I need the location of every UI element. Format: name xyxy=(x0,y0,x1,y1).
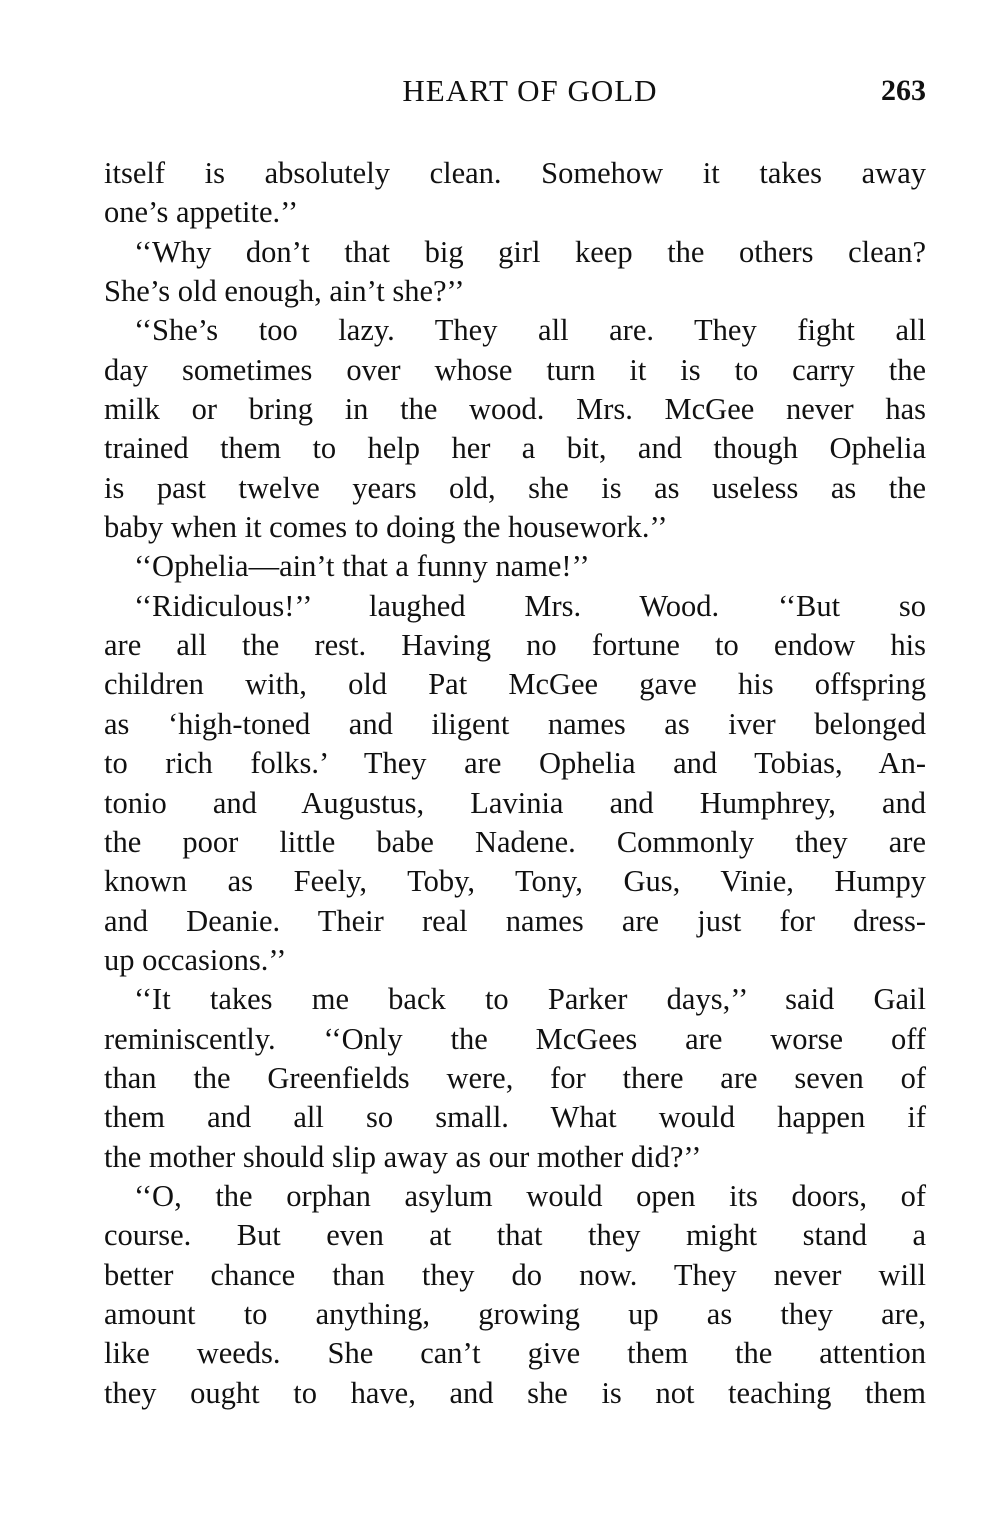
text-line: are all the rest. Having no fortune to endow his xyxy=(104,628,926,663)
text-line: tonio and Augustus, Lavinia and Humphrey, and xyxy=(104,785,926,820)
text-line: them and all so small. What would happen if xyxy=(104,1100,926,1135)
text-line: milk or bring in the wood. Mrs. McGee never has xyxy=(104,392,926,427)
text-line: up occasions.’’ xyxy=(104,942,287,977)
text-line: they ought to have, and she is not teaching them xyxy=(104,1375,926,1410)
text-line: She’s old enough, ain’t she?’’ xyxy=(104,274,465,309)
text-line: ‘‘O, the orphan asylum would open its doors, of xyxy=(134,1178,926,1213)
text-line: trained them to help her a bit, and though Ophelia xyxy=(104,431,926,466)
running-head xyxy=(104,66,926,116)
text-line: ‘‘She’s too lazy. They all are. They fight all xyxy=(134,313,926,348)
text-line: and Deanie. Their real names are just for dress- xyxy=(104,903,926,938)
text-line: as ‘high-toned and iligent names as iver belonged xyxy=(104,706,926,741)
text-line: is past twelve years old, she is as useless as the xyxy=(104,470,926,505)
text-line: better chance than they do now. They never will xyxy=(104,1257,926,1292)
text-line: to rich folks.’ They are Ophelia and Tobias, An- xyxy=(104,746,926,781)
text-line: like weeds. She can’t give them the attention xyxy=(104,1336,926,1371)
text-line: reminiscently. ‘‘Only the McGees are worse off xyxy=(104,1021,926,1056)
text-line: the poor little babe Nadene. Commonly they are xyxy=(104,824,926,859)
text-line: ‘‘It takes me back to Parker days,’’ said Gail xyxy=(134,982,926,1017)
text-line: ‘‘Ridiculous!’’ laughed Mrs. Wood. ‘‘But so xyxy=(134,588,926,623)
text-line: course. But even at that they might stand a xyxy=(104,1218,926,1253)
text-line: children with, old Pat McGee gave his offspring xyxy=(104,667,926,702)
text-line: ‘‘Ophelia—ain’t that a funny name!’’ xyxy=(134,549,590,584)
text-line: baby when it comes to doing the housework.’’ xyxy=(104,510,668,545)
text-line: itself is absolutely clean. Somehow it takes away xyxy=(104,156,926,190)
text-line: ‘‘Why don’t that big girl keep the others clean? xyxy=(134,234,926,269)
text-line: one’s appetite.’’ xyxy=(104,195,299,230)
text-line: known as Feely, Toby, Tony, Gus, Vinie, Humpy xyxy=(104,864,926,899)
running-title: HEART OF GOLD xyxy=(402,73,658,108)
text-line: than the Greenfields were, for there are seven of xyxy=(104,1060,926,1095)
text-line: day sometimes over whose turn it is to carry the xyxy=(104,352,926,387)
body-text xyxy=(104,154,926,1413)
text-line: amount to anything, growing up as they are, xyxy=(104,1296,926,1331)
page-number: 263 xyxy=(881,74,926,107)
text-line: the mother should slip away as our mother did?’’ xyxy=(104,1139,702,1174)
